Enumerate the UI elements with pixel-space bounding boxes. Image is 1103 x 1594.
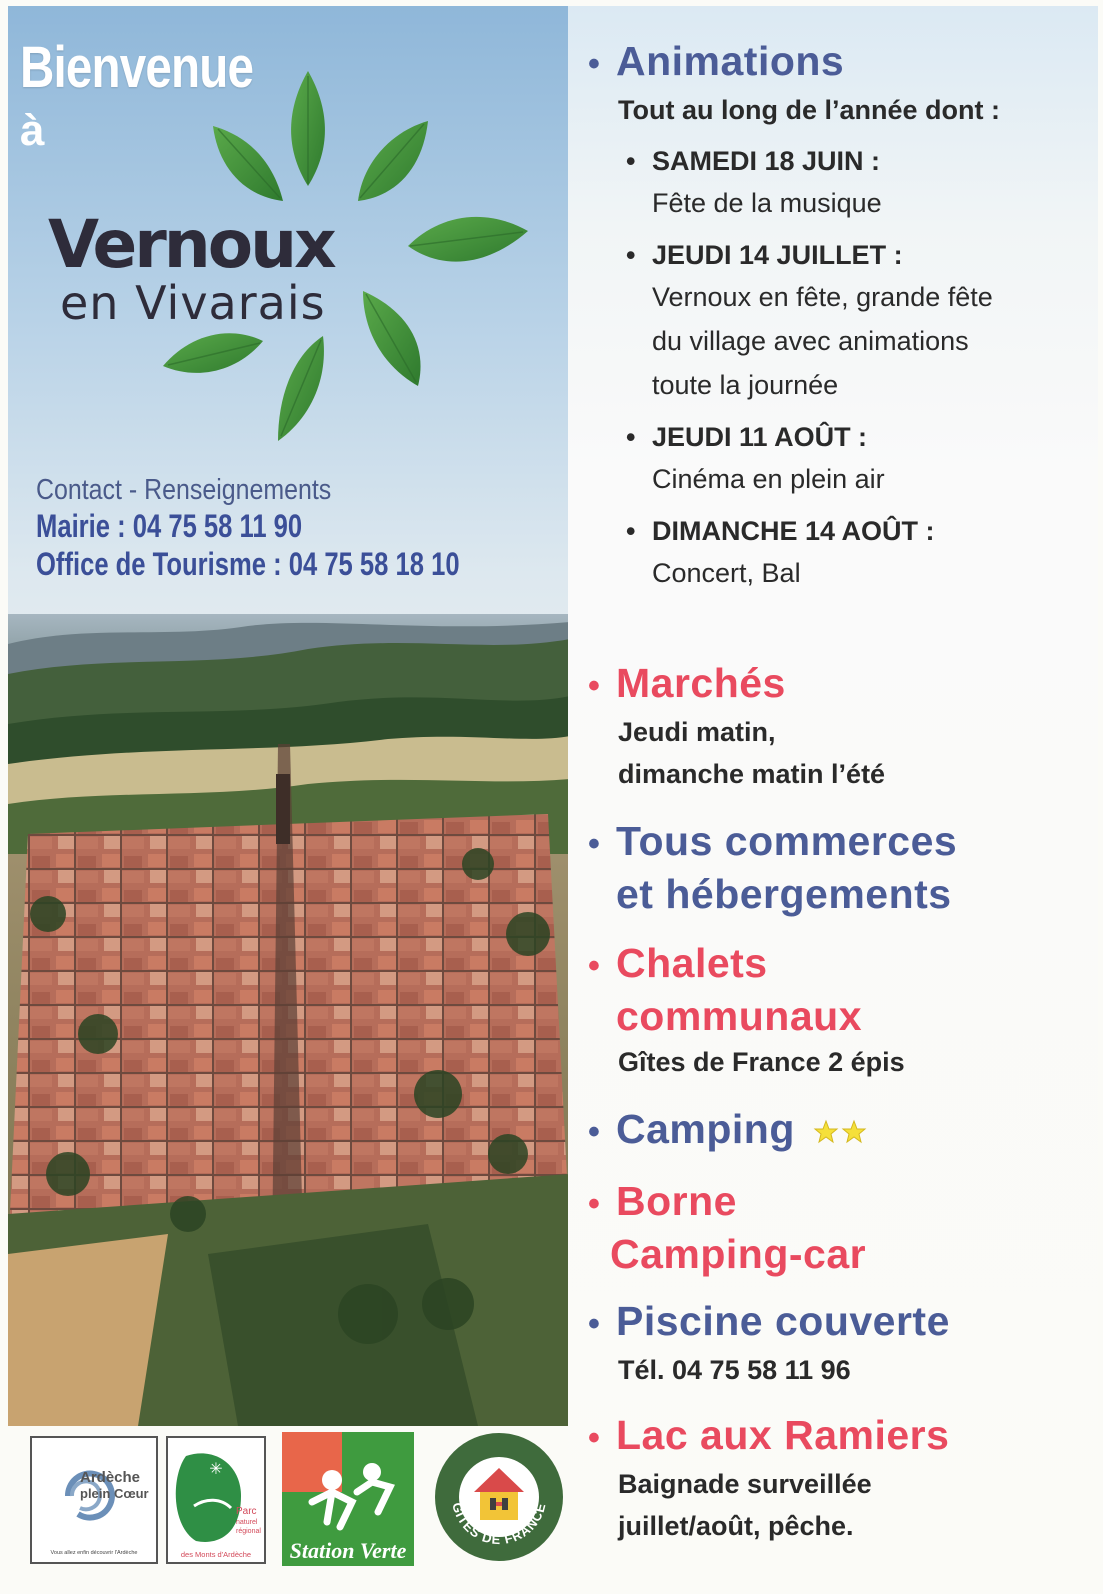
logo-vivarais-text: en Vivarais bbox=[60, 276, 326, 330]
event-item: • JEUDI 11 AOÛT : Cinéma en plein air bbox=[626, 417, 1000, 501]
commerces-title-line2: et hébergements bbox=[616, 871, 952, 917]
borne-title-line1: Borne bbox=[616, 1178, 737, 1224]
marches-line: Jeudi matin, bbox=[618, 717, 776, 747]
aerial-village-photo bbox=[8, 614, 570, 1426]
welcome-title: Bienvenue bbox=[20, 35, 254, 100]
section-borne: • Borne Camping-car bbox=[588, 1178, 867, 1277]
welcome-a: à bbox=[20, 106, 45, 155]
parc-line1: Parc bbox=[236, 1506, 257, 1517]
chalets-title-line2: communaux bbox=[616, 993, 862, 1039]
office-tourisme-phone: Office de Tourisme : 04 75 58 18 10 bbox=[36, 546, 460, 582]
ardeche-plein-coeur-logo-icon bbox=[30, 1436, 158, 1564]
event-date: JEUDI 11 AOÛT : bbox=[652, 422, 868, 452]
event-desc: du village avec animations bbox=[652, 326, 969, 356]
ardeche-tagline: Vous allez enfin découvrir l'Ardèche bbox=[50, 1550, 138, 1556]
partner-logos bbox=[20, 1420, 580, 1570]
event-desc: Cinéma en plein air bbox=[652, 464, 885, 494]
section-chalets: • Chalets communaux Gîtes de France 2 épis bbox=[588, 938, 905, 1083]
event-date: JEUDI 14 JUILLET : bbox=[652, 240, 903, 270]
contact-heading: Contact - Renseignements bbox=[36, 474, 332, 506]
parc-line4: des Monts d'Ardèche bbox=[180, 1550, 252, 1559]
event-date: SAMEDI 18 JUIN : bbox=[652, 146, 881, 176]
borne-title-line2: Camping-car bbox=[610, 1231, 867, 1277]
parc-line2: naturel bbox=[236, 1519, 258, 1526]
lac-line: juillet/août, pêche. bbox=[618, 1511, 854, 1541]
event-item: • SAMEDI 18 JUIN : Fête de la musique bbox=[626, 141, 1000, 225]
section-camping: • Camping bbox=[588, 1104, 873, 1157]
bullet-dot: • bbox=[588, 45, 601, 83]
section-lac: • Lac aux Ramiers Baignade surveillée juillet/août, pêche. bbox=[588, 1410, 949, 1547]
station-verte-logo-icon bbox=[282, 1432, 414, 1566]
chalets-title-line1: Chalets bbox=[616, 940, 768, 986]
event-desc: Fête de la musique bbox=[652, 188, 882, 218]
event-desc: toute la journée bbox=[652, 370, 839, 400]
lac-title: Lac aux Ramiers bbox=[616, 1412, 950, 1458]
animations-title: Animations bbox=[616, 38, 845, 84]
piscine-tel: Tél. 04 75 58 11 96 bbox=[618, 1355, 851, 1385]
event-desc: Concert, Bal bbox=[652, 558, 801, 588]
chalets-sub: Gîtes de France 2 épis bbox=[618, 1047, 905, 1077]
logo-vernoux-text: Vernoux bbox=[48, 206, 334, 283]
parc-monts-ardeche-logo-icon bbox=[166, 1436, 266, 1564]
section-commerces: • Tous commerces et hébergements bbox=[588, 818, 958, 917]
animations-subtitle: Tout au long de l’année dont : bbox=[618, 95, 1000, 125]
mairie-phone: Mairie : 04 75 58 11 90 bbox=[36, 508, 303, 544]
section-marches: • Marchés Jeudi matin, dimanche matin l’été bbox=[588, 658, 885, 795]
gites-text: GÎTES DE FRANCE bbox=[449, 1500, 549, 1548]
two-stars-icon bbox=[813, 1119, 873, 1145]
parc-line3: régional bbox=[236, 1528, 261, 1535]
marches-line: dimanche matin l’été bbox=[618, 759, 886, 789]
lac-line: Baignade surveillée bbox=[618, 1469, 872, 1499]
right-column bbox=[568, 6, 1098, 1576]
section-piscine: • Piscine couverte Tél. 04 75 58 11 96 bbox=[588, 1296, 950, 1391]
left-column bbox=[8, 6, 570, 1426]
ardeche-line1: Ardèche bbox=[80, 1469, 141, 1486]
svg-text:✳: ✳ bbox=[209, 1459, 223, 1478]
piscine-title: Piscine couverte bbox=[616, 1298, 950, 1344]
event-item: • JEUDI 14 JUILLET : Vernoux en fête, grande fête du village avec animations toute la journée bbox=[626, 235, 1000, 407]
event-desc: Vernoux en fête, grande fête bbox=[652, 282, 993, 312]
section-animations bbox=[588, 36, 1000, 595]
camping-title: Camping bbox=[616, 1106, 795, 1152]
event-date: DIMANCHE 14 AOÛT : bbox=[652, 516, 935, 546]
station-verte-text: Station Verte bbox=[289, 1538, 407, 1563]
event-item: • DIMANCHE 14 AOÛT : Concert, Bal bbox=[626, 511, 1000, 595]
marches-title: Marchés bbox=[616, 660, 786, 706]
commerces-title-line1: Tous commerces bbox=[616, 818, 958, 864]
ardeche-line2: plein Cœur bbox=[80, 1486, 149, 1501]
gites-de-france-logo-icon bbox=[432, 1430, 566, 1564]
